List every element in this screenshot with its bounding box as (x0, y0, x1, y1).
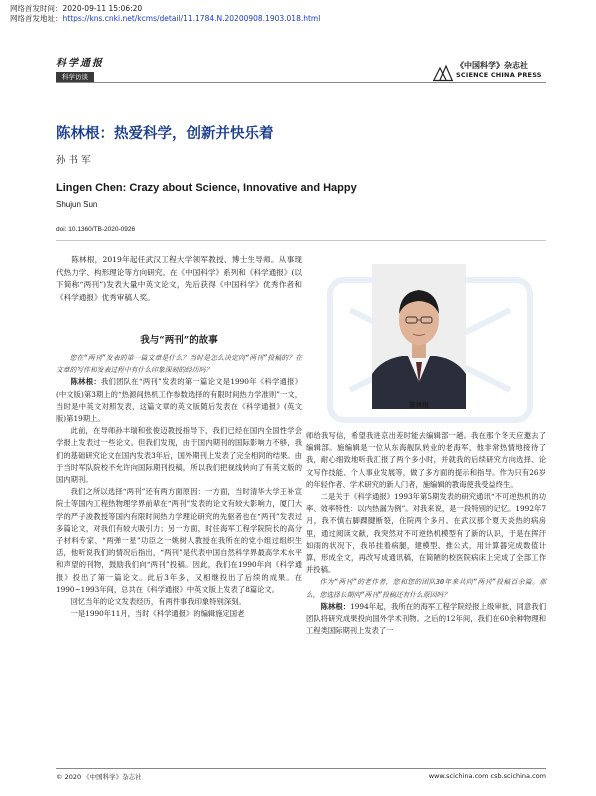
interview-answer (306, 601, 546, 638)
body-paragraph: 二是关于《科学通报》1993年第5期发表的研究通讯“不可逆热机的功率、效率特性：以内热漏为例”。对我来说，是一段特别的记忆。1992年7月，我不慎右脚踝腱断裂，住院两个多月。在武汉那个夏天炎热的病房里，通过阅读文献，我突然对不可逆热机模型有了新的认识，于是在挥汗如雨的状况下，我吊挂着病腿，建模型、推公式，用计算器完成数值计算，形成全文，再改写成通讯稿，在简陋的校医院病床上完成了全部工作并投稿。 (306, 492, 546, 575)
answer-text: 我们团队在“两刊”发表的第一篇论文是1990年《科学通报》(中文版)第3期上的“热源间热机工作参数选择的有限时间热力学准则”一文，当时是中英文对照发表，这篇文章的英文版随后发表在《科学通报》(英文版)第19期上。 (56, 377, 303, 424)
publish-time-value: 2020-09-11 15:06:20 (62, 4, 143, 13)
author-name-cn: 孙书军 (56, 155, 94, 166)
body-paragraph-continued: 师给我写信，希望我进京出差时能去编辑部一趟。我在那个冬天应邀去了编辑部。施编辑是一位从东海舰队转业的老海军，他非常热情地接待了我，耐心细致地听我汇报了两个多小时，并就我的后续研究方向选择、论文写作技能、个人事业发展等，做了多方面的提示和指导。作为只有26岁的年轻作者、学术研究的新人门者，施编辑的教诲使我受益终生。 (306, 431, 546, 489)
answer-lead: 陈林根： (320, 601, 351, 611)
header-rule (56, 82, 546, 83)
answer-lead: 陈林根： (70, 377, 101, 387)
press-name-en: SCIENCE CHINA PRESS (456, 71, 542, 79)
intro-paragraph: 陈林根，2019年起任武汉工程大学领军教授、博士生导师。从事现代热力学、构形理论等方向研究。在《中国科学》系列和《科学通报》(以下简称“两刊”)发表大量中英文论文，先后获得《中国科学》优秀作者和《科学通报》优秀审稿人奖。 (56, 255, 302, 302)
photo-caption: 陈林根 (409, 401, 429, 409)
body-paragraph: 我们之所以选择“两刊”还有两方面原因：一方面，当时清华大学王补宣院士等国内工程热物理学界前辈在“两刊”发表的论文有较大影响力，厦门大学的严子浚教授等国内有限时间热力学理论研究的先驱者也在“两刊”发表过多篇论文，对我们有较大吸引力；另一方面，时任海军工程学院院长的高分子材料专家、“两弹一星”功臣之一姚树人教授在我所在的党小组过组织生活，他听说我们的情况后指出，“两刊”是代表中国自然科学界最高学术水平和声望的刊物，鼓励我们向“两刊”投稿。因此，我们在1990年向《科学通报》投出了第一篇论文。此后3年多，又相继投出了后续的成果。在1990~1993年间，总共在《科学通报》中英文版上发表了8篇论文。 (56, 487, 302, 594)
interview-answer (56, 376, 302, 425)
publish-url-label: 网络首发地址： (10, 14, 63, 23)
interview-question: 作为“两刊”的老作者，您和您的团队30年来共向“两刊”投稿百余篇。那么，您选择长期向“两刊”投稿还有什么原因吗？ (306, 578, 546, 599)
doi: doi: 10.1360/TB-2020-0926 (56, 226, 136, 233)
publish-url-link[interactable]: https://kns.cnki.net/kcms/detail/11.1784.N.20200908.1903.018.html (62, 14, 321, 23)
author-name-en: Shujun Sun (56, 200, 98, 209)
press-logo (432, 60, 542, 82)
online-publication-info (10, 4, 320, 24)
press-name-cn: 《中国科学》杂志社 (456, 60, 528, 70)
section-label: 科学访谈 (56, 72, 94, 82)
interview-question: 您在“两刊”发表的第一篇文章是什么？当时是怎么决定向“两刊”投稿的？在文章的写作和发表过程中有什么印象深刻的经历吗？ (56, 354, 302, 375)
right-column (306, 430, 546, 637)
footer-copyright: © 2020 《中国科学》杂志社 (56, 773, 142, 781)
portrait-figure-icon (372, 264, 466, 409)
press-emblem-icon (432, 62, 454, 82)
left-column (56, 352, 302, 620)
footer-urls: www.scichina.com csb.scichina.com (428, 772, 546, 780)
title-rule (56, 240, 546, 241)
footer-rule (56, 768, 546, 769)
publish-time-label: 网络首发时间： (10, 4, 63, 13)
section-heading: 我与“两刊”的故事 (140, 335, 218, 346)
body-paragraph: 回忆当年的论文发表经历，有两件事我印象特别深刻。 (70, 597, 246, 607)
body-paragraph: 此前，在导师孙丰瑞和张俊迈教授指导下，我们已经在国内全国性学会学报上发表过一些论文。但我们发现，由于国内期刊的国际影响力不够，我们的基础研究论文在国内发表3年后，国外期刊上发表了完全相同的结果。由于当时军队院校不允许向国际期刊投稿，所以我们把视线转向了有英文版的国内期刊。 (56, 426, 302, 485)
article-title-cn: 陈林根：热爱科学，创新并快乐着 (56, 125, 274, 142)
body-paragraph: 一是1990年11月，当时《科学通报》的编辑施定国老 (70, 609, 245, 619)
answer-text: 1994年起，我所在的海军工程学院经报上级审批，同意我们团队将研究成果投向国外学术刊物。之后的12年间，我们在60余种物理和工程类国际期刊上发表了一 (306, 601, 546, 636)
author-photo (372, 264, 466, 409)
journal-logo: 科学通报 (56, 58, 104, 69)
article-title-en: Lingen Chen: Crazy about Science, Innovative and Happy (56, 182, 357, 194)
